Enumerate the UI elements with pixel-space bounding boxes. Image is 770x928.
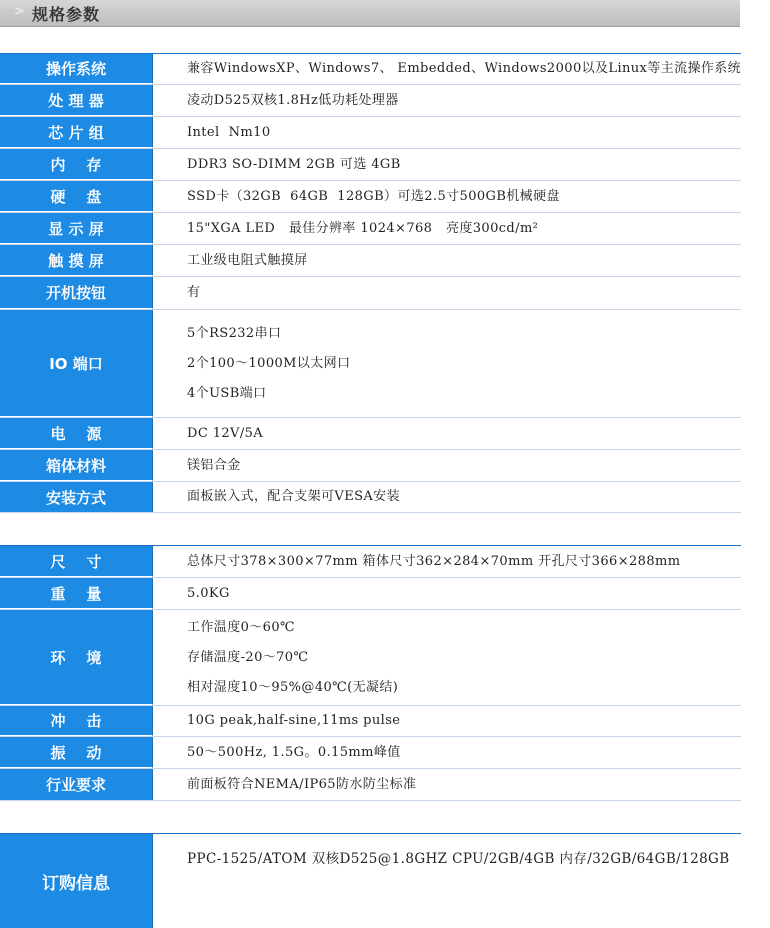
spec-label: 订购信息: [0, 834, 153, 928]
spec-label: 重 量: [0, 578, 153, 609]
spec-label: 安装方式: [0, 482, 153, 512]
spec-value: 总体尺寸378×300×77mm 箱体尺寸362×284×70mm 开孔尺寸366×288mm: [187, 553, 681, 569]
spec-label: 显 示 屏: [0, 213, 153, 244]
spec-table-physical: [0, 545, 741, 801]
spec-label: 行业要求: [0, 769, 153, 800]
spec-label: 内 存: [0, 149, 153, 180]
spec-value: 5个RS232串口 2个100～1000M以太网口 4个USB端口: [187, 325, 351, 401]
spec-value: 工业级电阻式触摸屏: [187, 252, 308, 268]
spec-value: 50～500Hz, 1.5G。0.15mm峰值: [187, 744, 401, 760]
spec-value: 10G peak,half-sine,11ms pulse: [187, 713, 401, 728]
spec-row-ordering: [0, 834, 741, 928]
spec-row-industry: [0, 769, 741, 801]
spec-label: 箱体材料: [0, 450, 153, 481]
spec-value: 有: [187, 285, 201, 300]
spec-value: 镁铝合金: [187, 457, 241, 473]
spec-row-io-ports: [0, 310, 741, 418]
spec-value: 15"XGA LED 最佳分辨率 1024×768 亮度300cd/m²: [187, 220, 539, 236]
spec-label: 操作系统: [0, 54, 153, 84]
spec-label: 触 摸 屏: [0, 245, 153, 276]
spec-value: SSD卡（32GB 64GB 128GB）可选2.5寸500GB机械硬盘: [187, 188, 560, 204]
spec-value: 面板嵌入式，配合支架可VESA安装: [187, 489, 400, 504]
spec-row-vibration: [0, 737, 741, 769]
spec-label: IO 端口: [0, 310, 153, 417]
spec-label: 电 源: [0, 418, 153, 449]
spec-label: 环 境: [0, 610, 153, 705]
spec-value: 兼容WindowsXP、Windows7、 Embedded、Windows2000以及Linux等主流操作系统: [187, 61, 742, 76]
chevron-right-icon: >: [14, 4, 25, 19]
spec-table-main: [0, 53, 741, 513]
spec-row-mounting: [0, 482, 741, 513]
spec-value: DC 12V/5A: [187, 425, 264, 441]
section-title: 规格参数: [32, 5, 101, 24]
spec-value: 5.0KG: [187, 585, 230, 601]
spec-value: 工作温度0～60℃ 存储温度-20～70℃ 相对湿度10～95%@40℃(无凝结): [187, 619, 399, 695]
spec-value: PPC-1525/ATOM 双核D525@1.8GHZ CPU/2GB/4GB 内存/32GB/64GB/128GB: [187, 851, 730, 867]
spec-row-os: [0, 54, 741, 85]
spec-row-power-button: [0, 277, 741, 310]
spec-row-chipset: [0, 117, 741, 149]
spec-row-environment: [0, 610, 741, 706]
spec-row-display: [0, 213, 741, 245]
spec-row-memory: [0, 149, 741, 181]
spec-label: 硬 盘: [0, 181, 153, 212]
spec-row-cpu: [0, 85, 741, 117]
spec-label: 冲 击: [0, 706, 153, 736]
spec-value: 凌动D525双核1.8Hz低功耗处理器: [187, 92, 399, 108]
spec-row-shock: [0, 706, 741, 737]
spec-row-dimensions: [0, 546, 741, 578]
spec-header: [0, 0, 740, 27]
spec-value: Intel Nm10: [187, 124, 271, 140]
spec-row-storage: [0, 181, 741, 213]
spec-label: 开机按钮: [0, 277, 153, 309]
spec-value: 前面板符合NEMA/IP65防水防尘标准: [187, 776, 417, 792]
spec-table-ordering: [0, 833, 741, 928]
spec-row-chassis: [0, 450, 741, 482]
spec-label: 尺 寸: [0, 546, 153, 577]
spec-row-touchscreen: [0, 245, 741, 277]
spec-label: 处 理 器: [0, 85, 153, 116]
spec-value: DDR3 SO-DIMM 2GB 可选 4GB: [187, 156, 401, 172]
spec-label: 芯 片 组: [0, 117, 153, 148]
spec-row-weight: [0, 578, 741, 610]
spec-label: 振 动: [0, 737, 153, 768]
spec-row-power: [0, 418, 741, 450]
